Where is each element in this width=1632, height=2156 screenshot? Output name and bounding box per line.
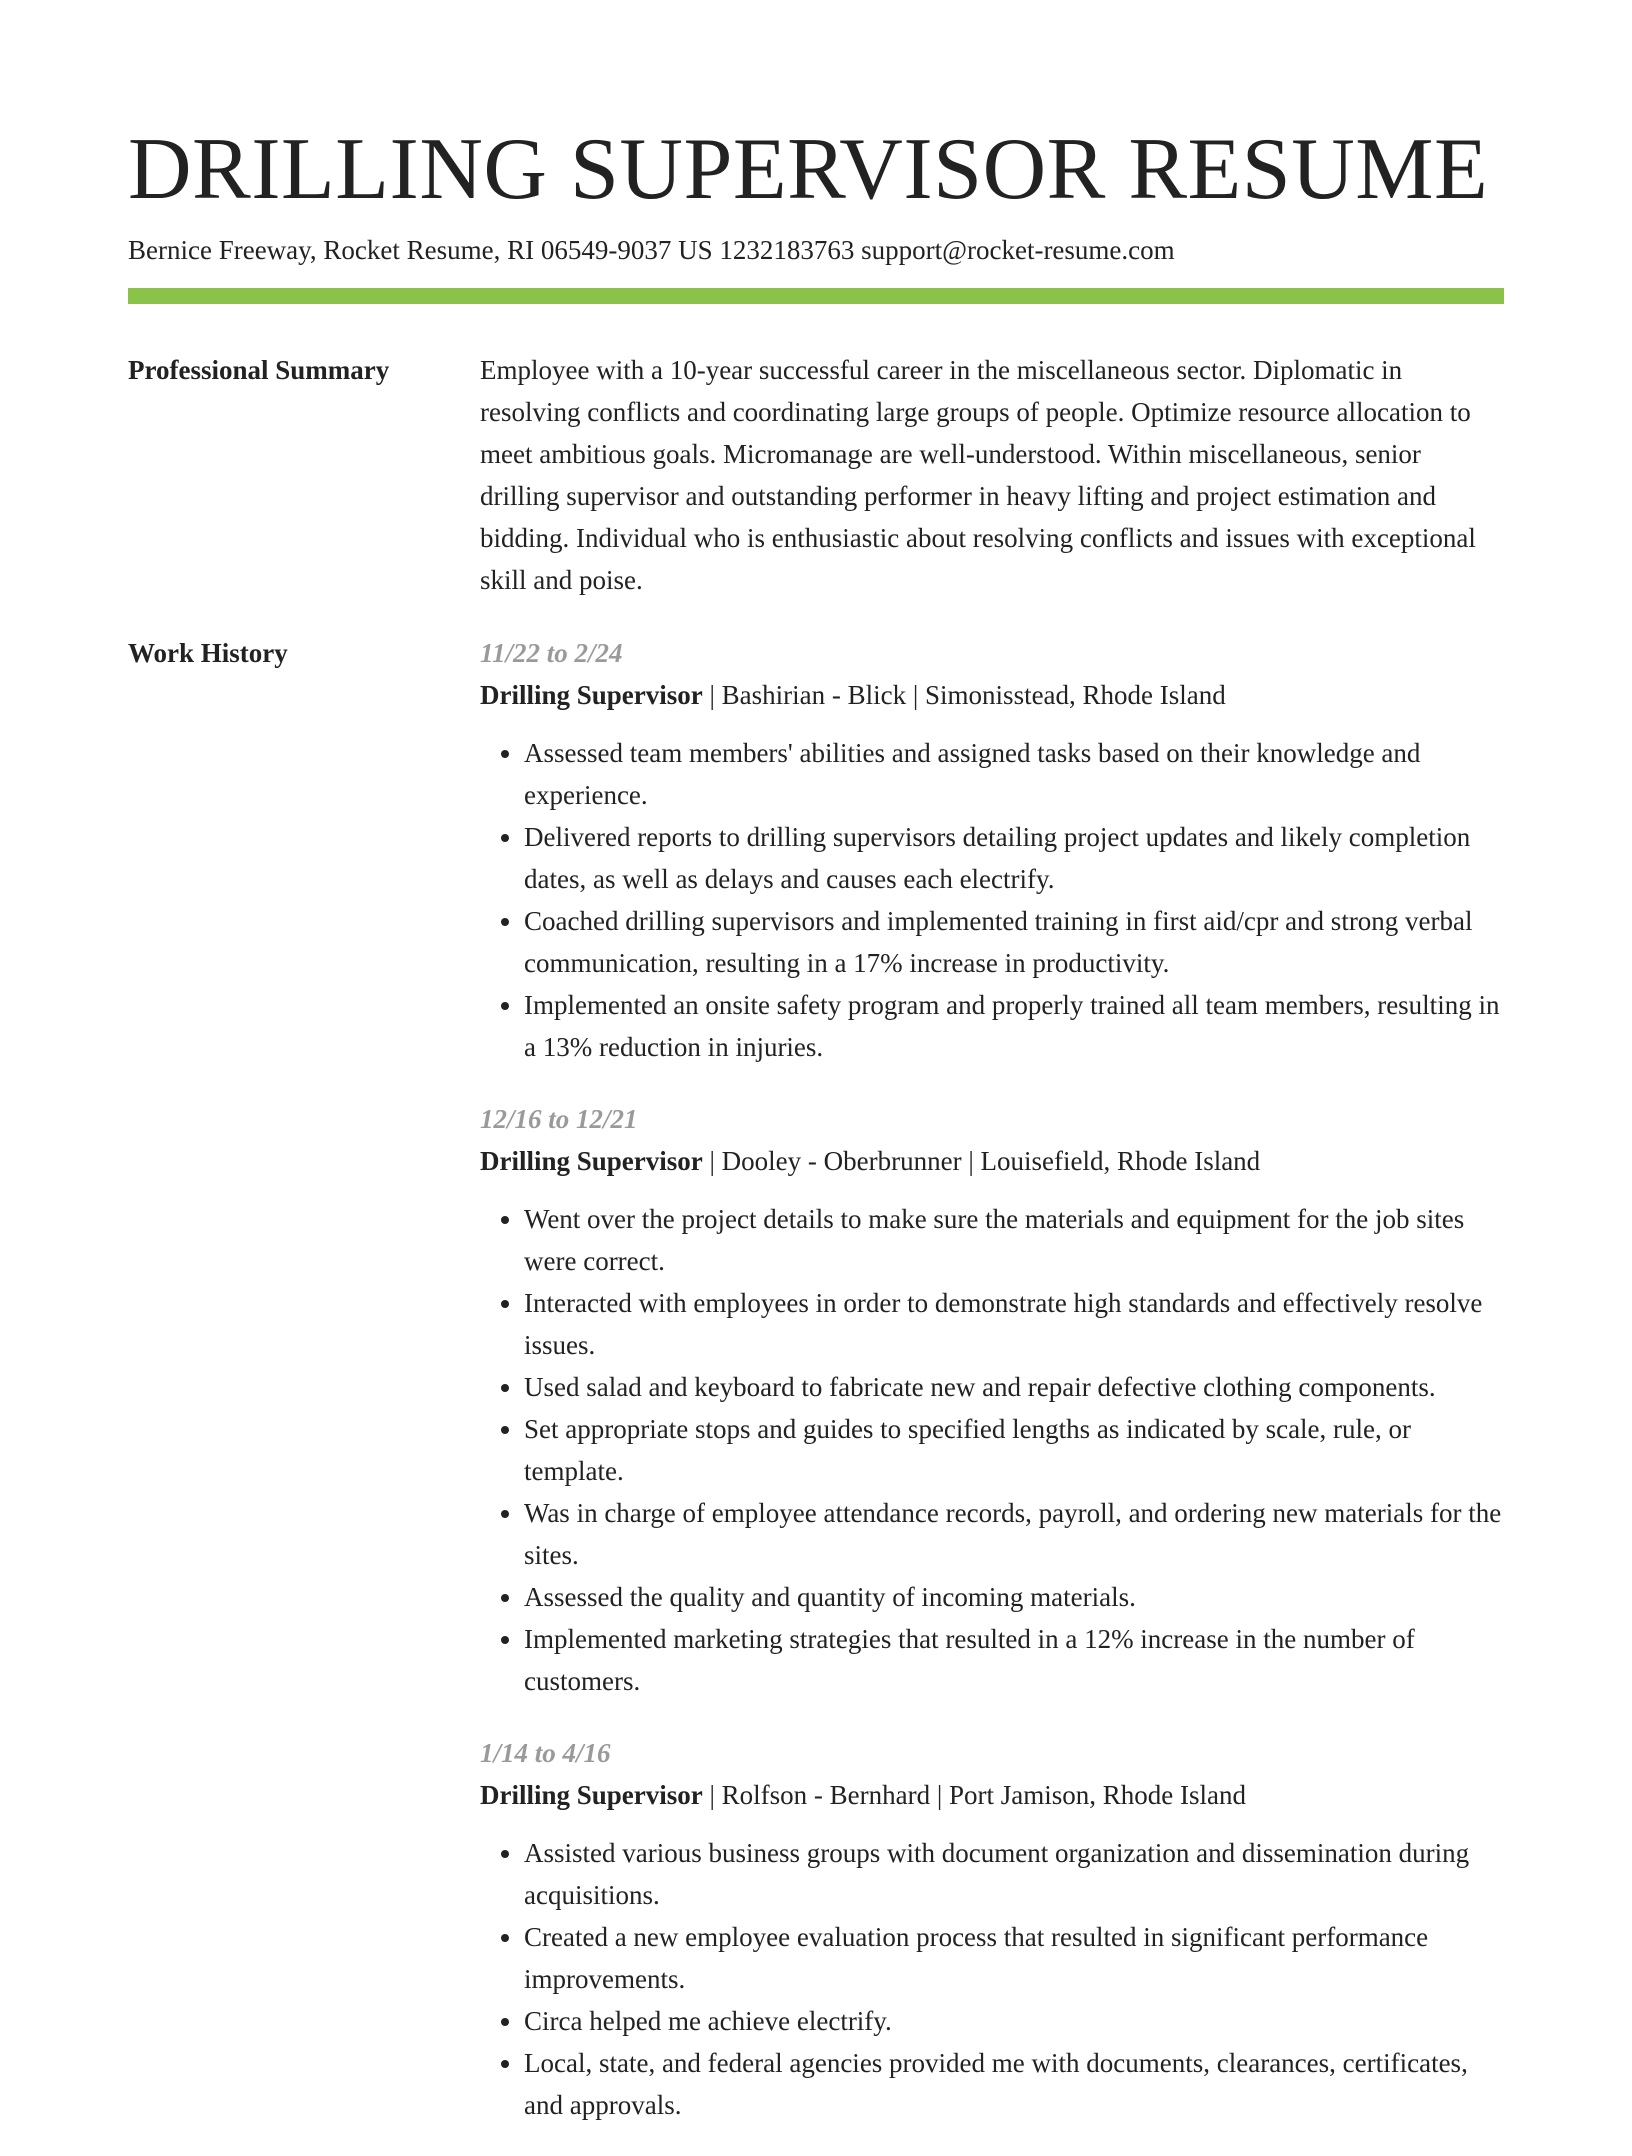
job-entry xyxy=(480,1098,1504,1702)
job-title: Drilling Supervisor xyxy=(480,1146,703,1176)
work-history-body xyxy=(480,632,1504,2156)
job-bullet: • Was in charge of employee attendance records, payroll, and ordering new materials for the sites. xyxy=(524,1492,1504,1576)
section-label-work-history: Work History xyxy=(128,638,288,668)
job-bullet-list xyxy=(480,732,1504,1068)
job-header xyxy=(480,1774,1504,1816)
job-title: Drilling Supervisor xyxy=(480,1780,703,1810)
job-dates: 1/14 to 4/16 xyxy=(480,1738,611,1768)
job-bullet: • Used salad and keyboard to fabricate new and repair defective clothing components. xyxy=(524,1366,1504,1408)
job-details: | Dooley - Oberbrunner | Louisefield, Rhode Island xyxy=(702,1146,1261,1176)
resume-page xyxy=(128,120,1504,2156)
job-bullet: • Circa helped me achieve electrify. xyxy=(524,2000,1504,2042)
job-bullet-list xyxy=(480,1198,1504,1702)
job-bullet: • Local, state, and federal agencies provided me with documents, clearances, certificates, and approvals. xyxy=(524,2042,1504,2126)
job-bullet: • Assessed team members' abilities and assigned tasks based on their knowledge and experience. xyxy=(524,732,1504,816)
job-bullet: • Interacted with employees in order to demonstrate high standards and effectively resolve issues. xyxy=(524,1282,1504,1366)
job-entry xyxy=(480,632,1504,1068)
summary-text: Employee with a 10-year successful career in the miscellaneous sector. Diplomatic in resolving conflicts and coordinating large groups of people. Optimize resource allocation to meet ambitious goals. Micromanage are well-understood. Within miscellaneous, senior drilling supervisor and outstanding performer in heavy lifting and project estimation and bidding. Individual who is enthusiastic about resolving conflicts and issues with exceptional skill and poise. xyxy=(480,355,1476,595)
job-dates: 12/16 to 12/21 xyxy=(480,1104,638,1134)
job-header xyxy=(480,1140,1504,1182)
job-details: | Rolfson - Bernhard | Port Jamison, Rhode Island xyxy=(702,1780,1247,1810)
job-bullet: • Assessed the quality and quantity of incoming materials. xyxy=(524,1576,1504,1618)
job-bullet: • Delivered reports to drilling supervisors detailing project updates and likely completion dates, as well as delays and causes each electrify. xyxy=(524,816,1504,900)
job-details: | Bashirian - Blick | Simonisstead, Rhode Island xyxy=(702,680,1226,710)
job-bullet: • Implemented an onsite safety program and properly trained all team members, resulting in a 13% reduction in injuries. xyxy=(524,984,1504,1068)
job-bullet: • Set appropriate stops and guides to specified lengths as indicated by scale, rule, or template. xyxy=(524,1408,1504,1492)
job-title: Drilling Supervisor xyxy=(480,680,703,710)
contact-line: Bernice Freeway, Rocket Resume, RI 06549-9037 US 1232183763 support@rocket-resume.com xyxy=(128,235,1175,265)
job-bullet: • Created a new employee evaluation process that resulted in significant performance improvements. xyxy=(524,1916,1504,2000)
job-bullet: • Assisted various business groups with document organization and dissemination during acquisitions. xyxy=(524,1832,1504,1916)
job-dates: 11/22 to 2/24 xyxy=(480,638,623,668)
resume-title: DRILLING SUPERVISOR RESUME xyxy=(128,121,1489,218)
job-bullet-list xyxy=(480,1832,1504,2126)
job-entry xyxy=(480,1732,1504,2126)
section-label-summary: Professional Summary xyxy=(128,355,390,385)
job-bullet: • Went over the project details to make sure the materials and equipment for the job sites were correct. xyxy=(524,1198,1504,1282)
summary-section xyxy=(128,349,1504,601)
work-history-section xyxy=(128,632,1504,2156)
job-bullet: • Coached drilling supervisors and implemented training in first aid/cpr and strong verbal communication, resulting in a 17% increase in productivity. xyxy=(524,900,1504,984)
job-header xyxy=(480,674,1504,716)
header-divider xyxy=(128,288,1504,304)
job-bullet: • Implemented marketing strategies that resulted in a 12% increase in the number of customers. xyxy=(524,1618,1504,1702)
summary-body xyxy=(480,349,1504,601)
